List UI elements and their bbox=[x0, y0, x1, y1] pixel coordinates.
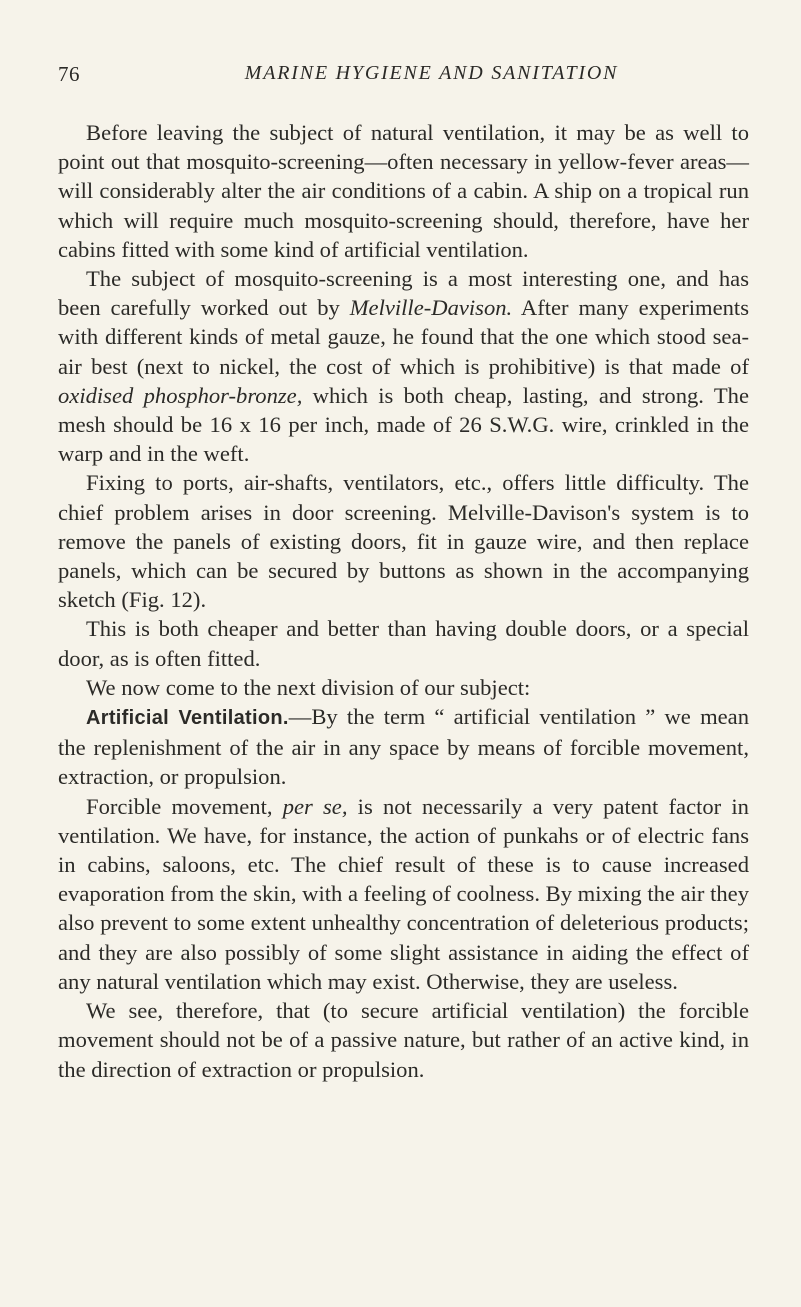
section-heading: Artificial Ventilation. bbox=[86, 707, 289, 730]
paragraph-7-text-a: Forcible movement, bbox=[86, 793, 283, 819]
paragraph-6 bbox=[58, 702, 749, 792]
body-text bbox=[58, 118, 749, 1084]
latin-phrase: per se, bbox=[282, 793, 348, 819]
page-number: 76 bbox=[58, 62, 80, 86]
paragraph-2-text-c: which is both cheap, lasting, and strong. The mesh should be 16 x 16 per inch, made of 26 S.W.G. wire, crinkled in the warp and in the weft. bbox=[58, 382, 749, 467]
paragraph-2 bbox=[58, 264, 749, 468]
paragraph-2-text-b: After many experiments with different kinds of metal gauze, he found that the one which stood sea-air best (next to nickel, the cost of which is prohibitive) is that made of bbox=[58, 295, 749, 379]
paragraph-5: We now come to the next division of our subject: bbox=[86, 674, 531, 700]
running-title: MARINE HYGIENE AND SANITATION bbox=[244, 62, 619, 84]
paragraph-2-text-a: The subject of mosquito-screening is a most interesting one, and has been carefully worked out by bbox=[58, 266, 749, 321]
author-name: Melville-Davison. bbox=[349, 295, 513, 321]
paragraph-4: This is both cheaper and better than having double doors, or a special door, as is often fitted. bbox=[58, 616, 749, 671]
paragraph-3: Fixing to ports, air-shafts, ventilators, etc., offers little difficulty. The chief problem arises in door screening. Melville-Davison's system is to remove the panels of existing doors, fit in gauze wire, and then replace panels, which can be secured by buttons as shown in the accompanying sketch (Fig. 12). bbox=[58, 470, 749, 613]
paragraph-6-text: —By the term “ artificial ventilation ” we mean the replenishment of the air in any space by means of forcible movement, extraction, or propulsion. bbox=[58, 704, 749, 790]
material-name: oxidised phosphor-bronze, bbox=[58, 382, 303, 408]
running-header bbox=[58, 62, 749, 92]
paragraph-7-text-b: is not necessarily a very patent factor in ventilation. We have, for instance, the action of punkahs or of electric fans in cabins, saloons, etc. The chief result of these is to cause increased evaporation from the skin, with a feeling of coolness. By mixing the air they also prevent to some extent unhealthy concentration of deleterious products; and they are also possibly of some slight assistance in aiding the effect of any natural ventilation which may exist. Otherwise, they are useless. bbox=[58, 793, 749, 994]
paragraph-8: We see, therefore, that (to secure artificial ventilation) the forcible movement should not be of a passive nature, but rather of an active kind, in the direction of extraction or propulsion. bbox=[58, 998, 749, 1082]
paragraph-1: Before leaving the subject of natural ventilation, it may be as well to point out that mosquito-screening—often necessary in yellow-fever areas—will considerably alter the air conditions of a cabin. A ship on a tropical run which will require much mosquito-screening should, therefore, have her cabins fitted with some kind of artificial ventilation. bbox=[58, 120, 749, 262]
paragraph-7 bbox=[58, 792, 749, 996]
